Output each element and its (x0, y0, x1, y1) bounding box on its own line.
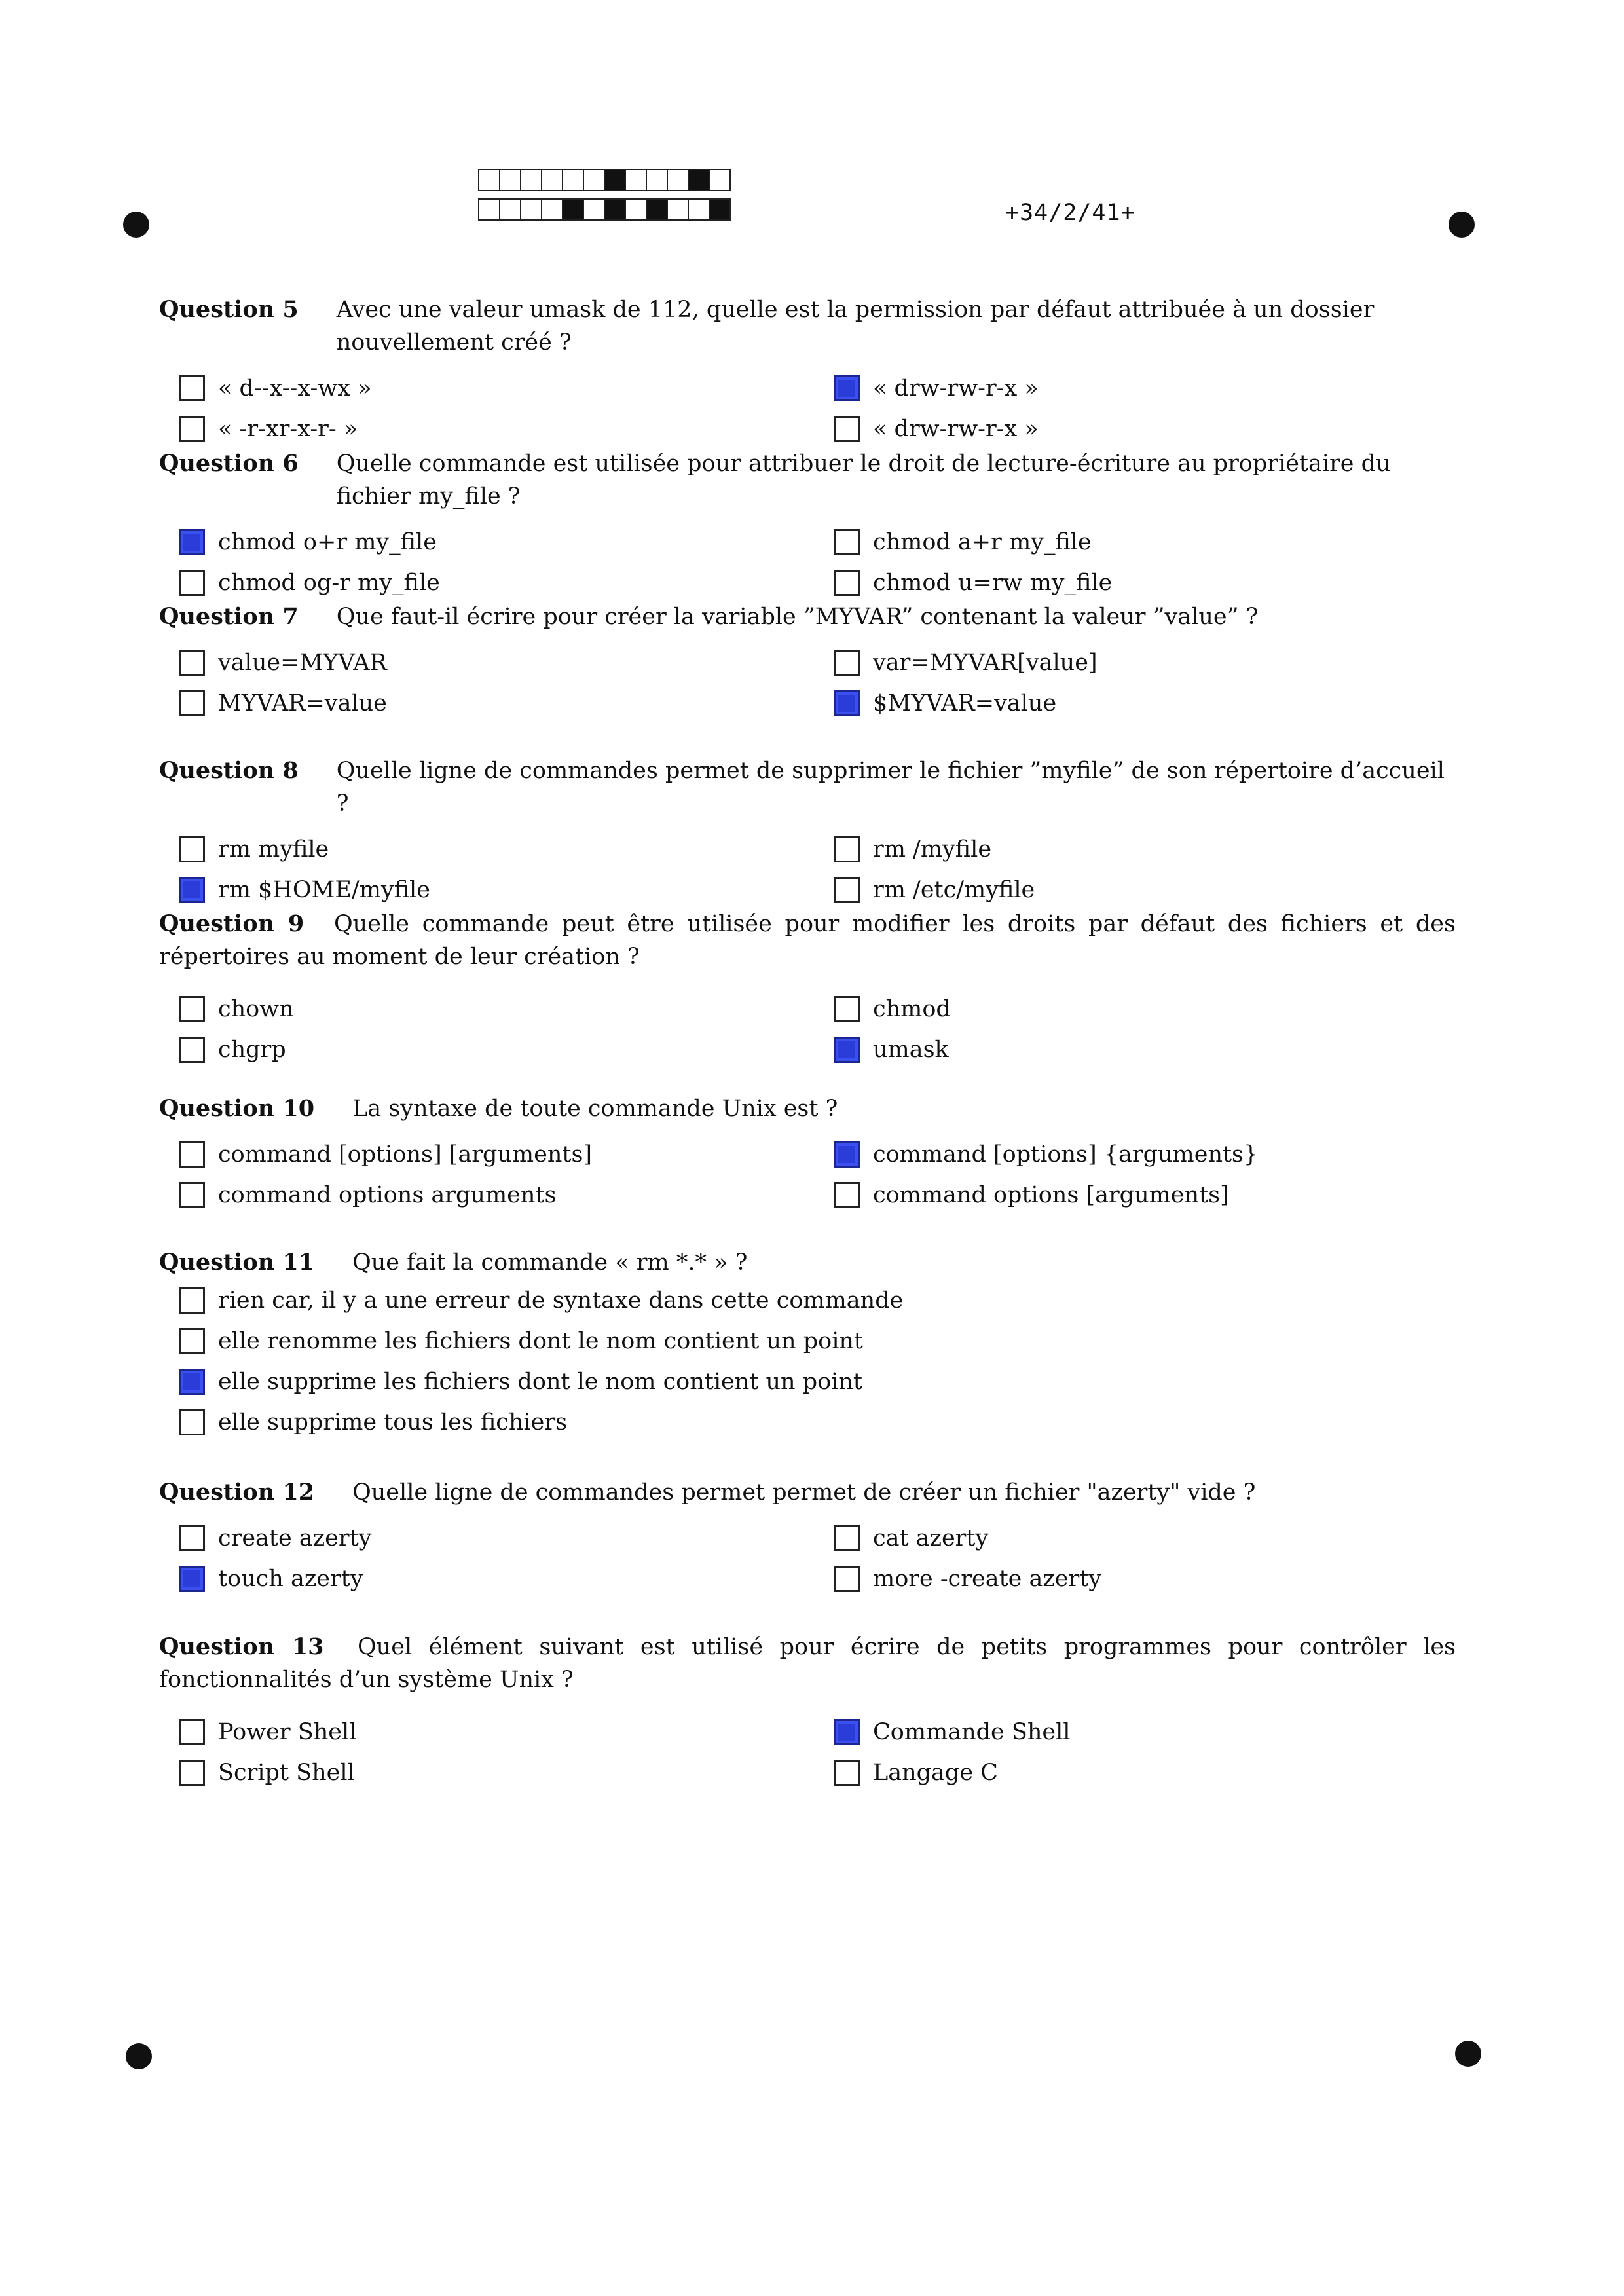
option-label: umask (873, 1037, 949, 1063)
question-header (159, 447, 1456, 513)
option-label: « -r-xr-x-r- » (218, 416, 358, 442)
option-label: chmod o+r my_file (218, 529, 437, 555)
checkbox[interactable] (834, 690, 860, 716)
answer-option[interactable] (834, 413, 1039, 445)
option-label: command options [arguments] (873, 1182, 1229, 1208)
code-cell (541, 169, 563, 191)
option-label: MYVAR=value (218, 690, 387, 716)
option-label: command [options] {arguments} (873, 1141, 1259, 1168)
question-number: Question 12 (159, 1479, 315, 1506)
option-label: chgrp (218, 1037, 286, 1063)
checkbox[interactable] (179, 877, 205, 903)
option-label: command [options] [arguments] (218, 1141, 593, 1168)
checkbox[interactable] (179, 570, 205, 596)
answer-option[interactable] (834, 687, 1056, 720)
answer-option[interactable] (179, 1716, 356, 1749)
option-label: « drw-rw-r-x » (873, 375, 1039, 401)
answer-option[interactable] (834, 1563, 1101, 1595)
checkbox[interactable] (179, 1409, 205, 1435)
answer-option[interactable] (834, 566, 1112, 599)
code-cell (604, 169, 626, 191)
question-text: La syntaxe de toute commande Unix est ? (352, 1096, 838, 1122)
question-12 (159, 1476, 1456, 1594)
corner-mark-bottom-right (1455, 2041, 1481, 2067)
option-label: rm /etc/myfile (873, 877, 1035, 903)
answer-option[interactable] (834, 1138, 1258, 1171)
question-header (159, 1476, 1456, 1509)
question-number: Question 5 (159, 296, 299, 323)
code-cell (625, 198, 647, 221)
answer-option[interactable] (179, 1756, 355, 1789)
option-label: cat azerty (873, 1525, 989, 1551)
answer-option[interactable] (179, 993, 294, 1026)
option-label: « d--x--x-wx » (218, 375, 372, 401)
question-10 (159, 1092, 1456, 1210)
corner-mark-bottom-left (126, 2043, 152, 2069)
checkbox[interactable] (834, 1719, 860, 1745)
checkbox[interactable] (834, 996, 860, 1022)
answer-option[interactable] (179, 1179, 556, 1212)
question-number: Question 11 (159, 1249, 315, 1276)
checkbox[interactable] (179, 1760, 205, 1786)
question-header (159, 1631, 1456, 1696)
answer-option[interactable] (179, 1522, 371, 1555)
code-cell (625, 169, 647, 191)
code-cell (520, 169, 542, 191)
question-text: Quelle commande est utilisée pour attribuer le droit de lecture-écriture au propriétaire du fichier my_file ? (336, 451, 1391, 509)
answer-option[interactable] (834, 874, 1035, 906)
code-cell (562, 198, 584, 221)
answer-option[interactable] (179, 1138, 592, 1171)
question-6 (159, 447, 1456, 598)
option-label: Script Shell (218, 1760, 355, 1786)
option-label: « drw-rw-r-x » (873, 416, 1039, 442)
checkbox[interactable] (179, 836, 205, 862)
question-text: Avec une valeur umask de 112, quelle est la permission par défaut attribuée à un dossier nouvellement créé ? (336, 297, 1375, 356)
option-label: rien car, il y a une erreur de syntaxe dans cette commande (218, 1287, 904, 1314)
answer-option[interactable] (179, 833, 329, 866)
option-label: $MYVAR=value (873, 690, 1057, 716)
code-cell (646, 169, 668, 191)
checkbox[interactable] (179, 1566, 205, 1592)
checkbox[interactable] (834, 836, 860, 862)
code-cell (583, 198, 605, 221)
answer-option[interactable] (179, 526, 437, 559)
answer-option[interactable] (179, 1033, 286, 1066)
option-label: elle supprime tous les fichiers (218, 1409, 568, 1435)
code-cell (499, 169, 521, 191)
question-text: Quelle ligne de commandes permet de supprimer le fichier ”myfile” de son répertoire d’accueil ? (336, 758, 1445, 817)
option-label: var=MYVAR[value] (873, 650, 1098, 676)
answer-option[interactable] (179, 1365, 862, 1398)
code-cell (562, 169, 584, 191)
code-cell (541, 198, 563, 221)
option-label: chmod (873, 996, 951, 1022)
option-label: touch azerty (218, 1566, 363, 1592)
checkbox[interactable] (179, 996, 205, 1022)
checkbox[interactable] (179, 1328, 205, 1354)
checkbox[interactable] (834, 1182, 860, 1208)
question-text: Quelle ligne de commandes permet permet de créer un fichier "azerty" vide ? (352, 1479, 1256, 1506)
question-header (159, 601, 1456, 633)
option-label: value=MYVAR (218, 650, 387, 676)
code-cell (667, 169, 689, 191)
answer-option[interactable] (834, 526, 1092, 559)
code-cell (604, 198, 626, 221)
code-cell (709, 169, 731, 191)
checkbox[interactable] (834, 529, 860, 555)
checkbox[interactable] (834, 1037, 860, 1063)
checkbox[interactable] (179, 1182, 205, 1208)
code-cell (688, 198, 710, 221)
answer-option[interactable] (179, 687, 387, 720)
code-cell (646, 198, 668, 221)
answer-option[interactable] (834, 1179, 1229, 1212)
answer-option[interactable] (179, 413, 358, 445)
question-13 (159, 1631, 1456, 1788)
answer-option[interactable] (834, 833, 991, 866)
checkbox[interactable] (834, 416, 860, 442)
answer-option[interactable] (834, 372, 1039, 405)
answer-option[interactable] (179, 372, 372, 405)
option-label: elle renomme les fichiers dont le nom contient un point (218, 1328, 863, 1354)
option-label: create azerty (218, 1525, 372, 1551)
option-label: rm $HOME/myfile (218, 877, 430, 903)
checkbox[interactable] (179, 1369, 205, 1395)
code-cell (688, 169, 710, 191)
question-9 (159, 908, 1456, 1065)
option-label: Commande Shell (873, 1719, 1071, 1745)
option-label: chmod u=rw my_file (873, 570, 1113, 596)
code-cell (709, 198, 731, 221)
question-8 (159, 754, 1456, 905)
option-label: command options arguments (218, 1182, 557, 1208)
answer-option[interactable] (834, 1756, 998, 1789)
code-cell (583, 169, 605, 191)
checkbox[interactable] (179, 529, 205, 555)
question-header (159, 293, 1456, 359)
checkbox[interactable] (179, 375, 205, 401)
answer-option[interactable] (179, 566, 440, 599)
checkbox[interactable] (179, 1525, 205, 1551)
question-header (159, 908, 1456, 973)
code-cell (478, 198, 500, 221)
question-number: Question 10 (159, 1095, 315, 1122)
option-label: rm /myfile (873, 836, 992, 862)
question-header (159, 754, 1456, 820)
checkbox[interactable] (834, 1525, 860, 1551)
checkbox[interactable] (179, 1719, 205, 1745)
checkbox[interactable] (179, 1287, 205, 1314)
option-label: Power Shell (218, 1719, 357, 1745)
option-label: elle supprime les fichiers dont le nom contient un point (218, 1369, 862, 1395)
answer-option[interactable] (834, 1033, 949, 1066)
option-label: more -create azerty (873, 1566, 1102, 1592)
code-cell (478, 169, 500, 191)
option-label: rm myfile (218, 836, 329, 862)
question-number: Question 7 (159, 603, 299, 630)
checkbox[interactable] (834, 1141, 860, 1168)
answer-option[interactable] (834, 1716, 1071, 1749)
question-text: Quelle commande peut être utilisée pour modifier les droits par défaut des fichiers et des répertoires au moment de leur création ? (159, 911, 1456, 970)
page-id: +34/2/41+ (1005, 200, 1135, 226)
question-number: Question 9 (159, 910, 304, 937)
checkbox[interactable] (179, 650, 205, 676)
code-cell (520, 198, 542, 221)
checkbox[interactable] (179, 1141, 205, 1168)
corner-mark-top-right (1449, 212, 1475, 238)
checkbox[interactable] (179, 1037, 205, 1063)
question-7 (159, 601, 1456, 718)
answer-option[interactable] (834, 993, 951, 1026)
checkbox[interactable] (179, 690, 205, 716)
code-cell (667, 198, 689, 221)
option-label: chown (218, 996, 294, 1022)
checkbox[interactable] (834, 1566, 860, 1592)
checkbox[interactable] (834, 570, 860, 596)
checkbox[interactable] (834, 650, 860, 676)
checkbox[interactable] (834, 877, 860, 903)
answer-option[interactable] (834, 1522, 988, 1555)
corner-mark-top-left (123, 212, 149, 238)
option-label: chmod og-r my_file (218, 570, 440, 596)
checkbox[interactable] (834, 375, 860, 401)
answer-option[interactable] (179, 1406, 567, 1439)
checkbox[interactable] (834, 1760, 860, 1786)
question-number: Question 8 (159, 757, 299, 784)
answer-option[interactable] (179, 1325, 863, 1358)
page-code-row-top (478, 169, 729, 191)
answer-option[interactable] (834, 646, 1098, 679)
option-label: Langage C (873, 1760, 998, 1786)
answer-option[interactable] (179, 646, 387, 679)
question-number: Question 6 (159, 450, 299, 477)
question-11 (159, 1246, 1456, 1441)
code-cell (499, 198, 521, 221)
checkbox[interactable] (179, 416, 205, 442)
question-text: Que faut-il écrire pour créer la variable ”MYVAR” contenant la valeur ”value” ? (336, 604, 1259, 630)
answer-option[interactable] (179, 1563, 363, 1595)
answer-option[interactable] (179, 1284, 903, 1317)
question-5 (159, 293, 1456, 444)
question-text: Que fait la commande « rm *.* » ? (352, 1250, 748, 1276)
option-label: chmod a+r my_file (873, 529, 1092, 555)
question-number: Question 13 (159, 1633, 324, 1660)
question-text: Quel élément suivant est utilisé pour écrire de petits programmes pour contrôler les fonctionnalités d’un système Unix ? (159, 1634, 1456, 1693)
page-code-row-bottom (478, 198, 729, 221)
question-header (159, 1246, 1456, 1279)
question-header (159, 1092, 1456, 1125)
answer-option[interactable] (179, 874, 430, 906)
